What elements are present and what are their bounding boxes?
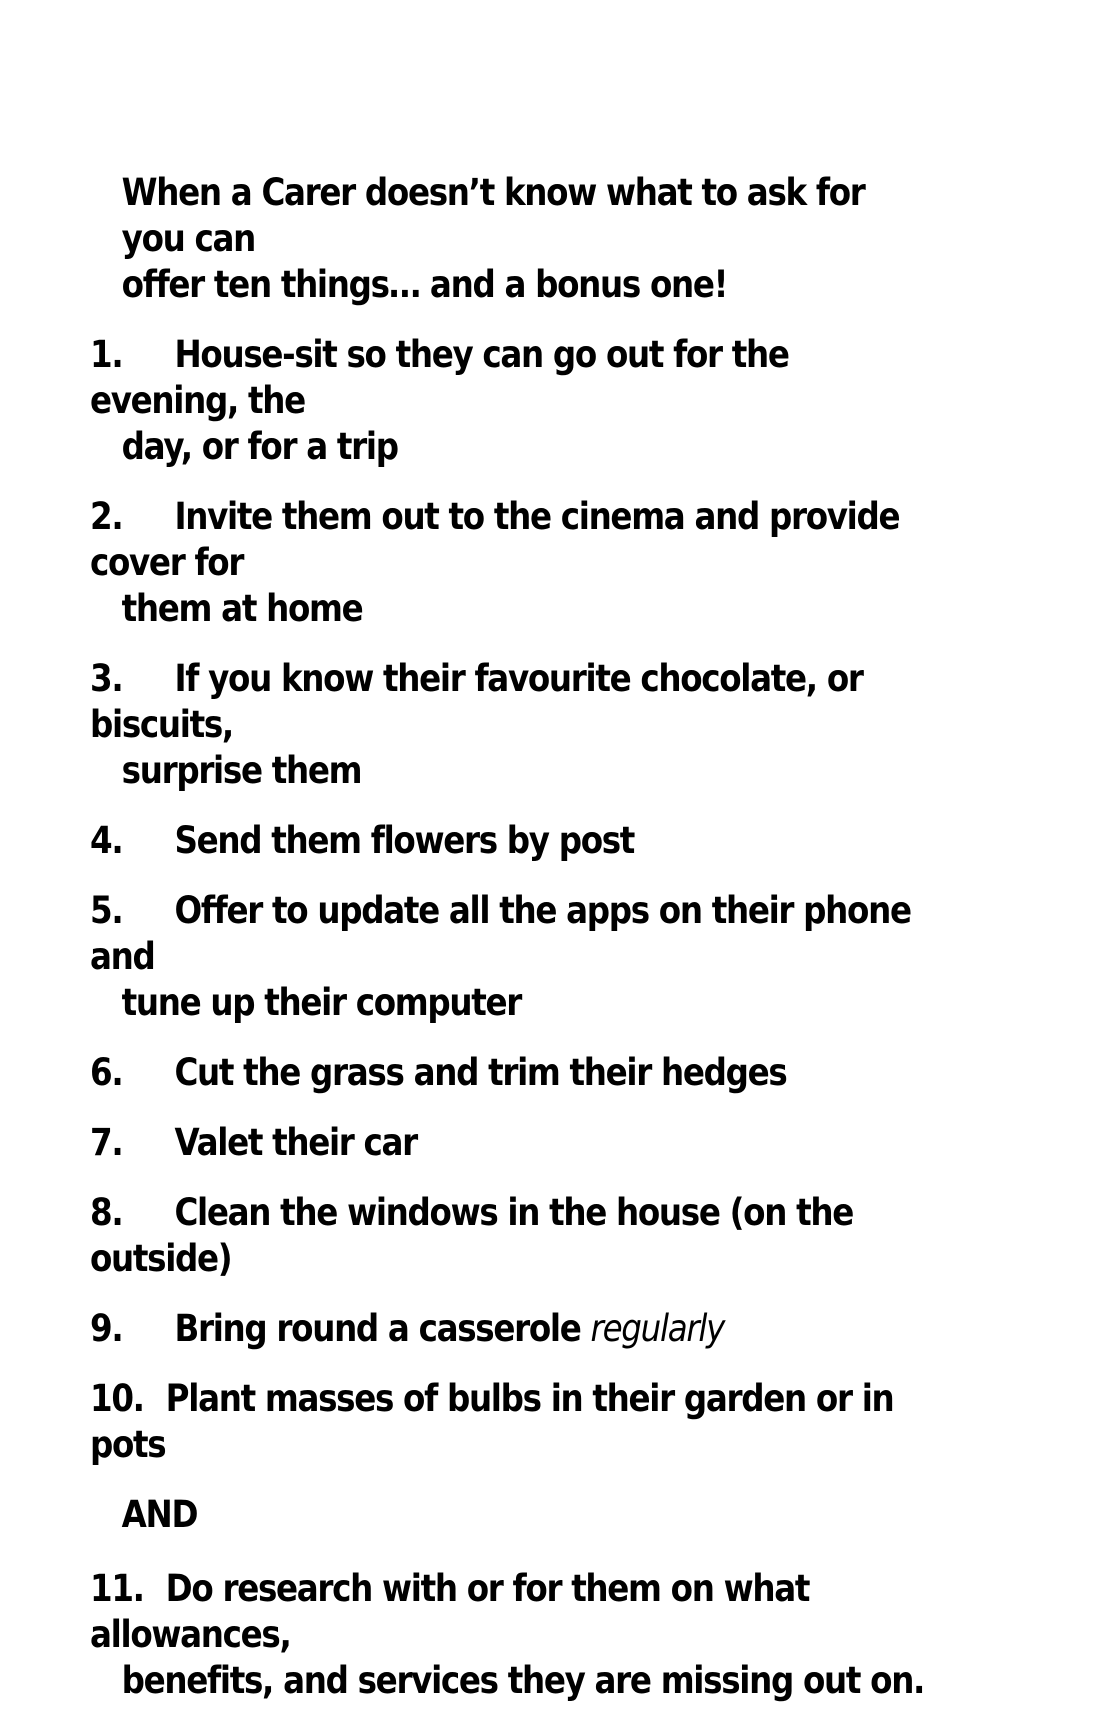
item-emphasis: regularly [590,1307,725,1350]
list-item-3 [90,656,935,794]
list-item-10 [90,1376,935,1468]
item-text-line-2: day, or for a trip [121,425,398,468]
item-text-line-2: surprise them [121,749,362,792]
bonus-item [90,1566,935,1704]
item-number: 5. [90,889,123,932]
item-text-line-1: Clean the windows in the house (on the outside) [90,1191,853,1280]
item-text-line-1: If you know their favourite chocolate, or biscuits, [90,657,863,746]
list-item-7 [90,1120,935,1166]
item-text-line-1: Send them flowers by post [174,819,635,862]
item-number: 9. [90,1307,123,1350]
item-text-line-1: Offer to update all the apps on their phone and [90,889,911,978]
item-text-line-1: Invite them out to the cinema and provide cover for [90,495,900,584]
item-number: 1. [90,333,123,376]
item-number: 7. [90,1121,123,1164]
item-number: 11. [90,1567,144,1610]
list-item-2 [90,494,935,632]
item-text-line-1: Cut the grass and trim their hedges [174,1051,787,1094]
item-text-line-2: them at home [121,587,363,630]
list-item-5 [90,888,935,1026]
intro-line-1: When a Carer doesn’t know what to ask for you can [121,171,865,260]
item-number: 8. [90,1191,123,1234]
item-number: 2. [90,495,123,538]
item-text-line-2: tune up their computer [121,981,521,1024]
intro-paragraph [90,170,935,308]
list-item-1 [90,332,935,470]
item-number: 4. [90,819,123,862]
item-text-line-1: Do research with or for them on what allowances, [90,1567,810,1656]
and-label: AND [121,1493,198,1536]
item-text-line-1: House-sit so they can go out for the evening, the [90,333,789,422]
item-text-line-2: benefits, and services they are missing out on. [121,1659,925,1702]
list-item-9 [90,1306,935,1352]
item-number: 10. [90,1377,144,1420]
intro-line-2: offer ten things… and a bonus one! [121,263,728,306]
list-item-4 [90,818,935,864]
item-text-line-1: Bring round a casserole [174,1307,581,1350]
item-text-line-1: Valet their car [174,1121,417,1164]
item-number: 3. [90,657,123,700]
list-item-8 [90,1190,935,1282]
document-body [90,170,935,1728]
list-item-6 [90,1050,935,1096]
item-text-line-1: Plant masses of bulbs in their garden or in pots [90,1377,894,1466]
item-number: 6. [90,1051,123,1094]
